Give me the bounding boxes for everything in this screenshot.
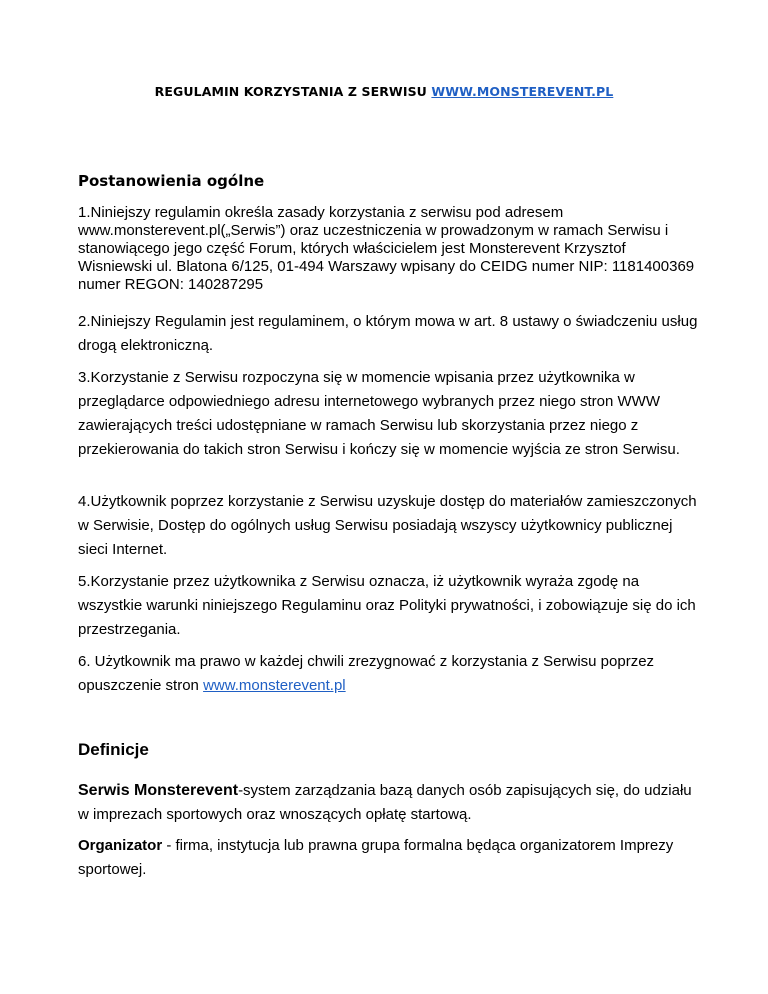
paragraph-6 [78,650,698,698]
definition-1-text: -system zarządzania bazą danych osób zapisujących się, do udziału w imprezach sportowych oraz wnoszących opłatę startową. [78,782,692,823]
definition-1-term: Serwis Monsterevent [78,782,239,799]
paragraph-3: 3.Korzystanie z Serwisu rozpoczyna się w momencie wpisania przez użytkownika w przeglądarce odpowiedniego adresu internetowego wybranych przez niego stron WWW zawierających treści udostępniane w ramach Serwisu lub skorzystania przez niego z przekierowania do takich stron Serwisu i kończy się w momencie wyjścia ze stron Serwisu. [78,369,680,458]
paragraph-6-text: 6. Użytkownik ma prawo w każdej chwili zrezygnować z korzystania z Serwisu poprzez opuszczenie stron [78,653,655,694]
section-definitions-heading: Definicje [78,740,149,759]
definition-2 [78,834,698,882]
paragraph-4: 4.Użytkownik poprzez korzystanie z Serwisu uzyskuje dostęp do materiałów zamieszczonych w Serwisie, Dostęp do ogólnych usług Serwisu posiadają wszyscy użytkownicy publicznej sieci Internet. [78,493,697,558]
definition-1 [78,779,698,827]
document-title-link[interactable]: WWW.MONSTEREVENT.PL [431,84,614,99]
paragraph-6-link[interactable]: www.monsterevent.pl [203,677,346,694]
paragraph-5: 5.Korzystanie przez użytkownika z Serwisu oznacza, iż użytkownik wyraża zgodę na wszystkie warunki niniejszego Regulaminu oraz Polityki prywatności, i zobowiązuje się do ich przestrzegania. [78,573,696,638]
paragraph-1: 1.Niniejszy regulamin określa zasady korzystania z serwisu pod adresem www.monsterevent.pl(„Serwis”) oraz uczestniczenia w prowadzonym w ramach Serwisu i stanowiącego jego część Forum, których właścicielem jest Monsterevent Krzysztof Wisniewski ul. Blatona 6/125, 01-494 Warszawy wpisany do CEIDG numer NIP: 1181400369 numer REGON: 140287295 [78,204,695,293]
paragraph-2: 2.Niniejszy Regulamin jest regulaminem, o którym mowa w art. 8 ustawy o świadczeniu usług drogą elektroniczną. [78,313,698,354]
document-title-text: REGULAMIN KORZYSTANIA Z SERWISU [154,84,432,99]
document-title [0,84,768,99]
definition-2-term: Organizator [78,837,163,854]
definition-2-text: - firma, instytucja lub prawna grupa formalna będąca organizatorem Imprezy sportowej. [78,837,674,878]
section-general-heading: Postanowienia ogólne [78,172,265,190]
